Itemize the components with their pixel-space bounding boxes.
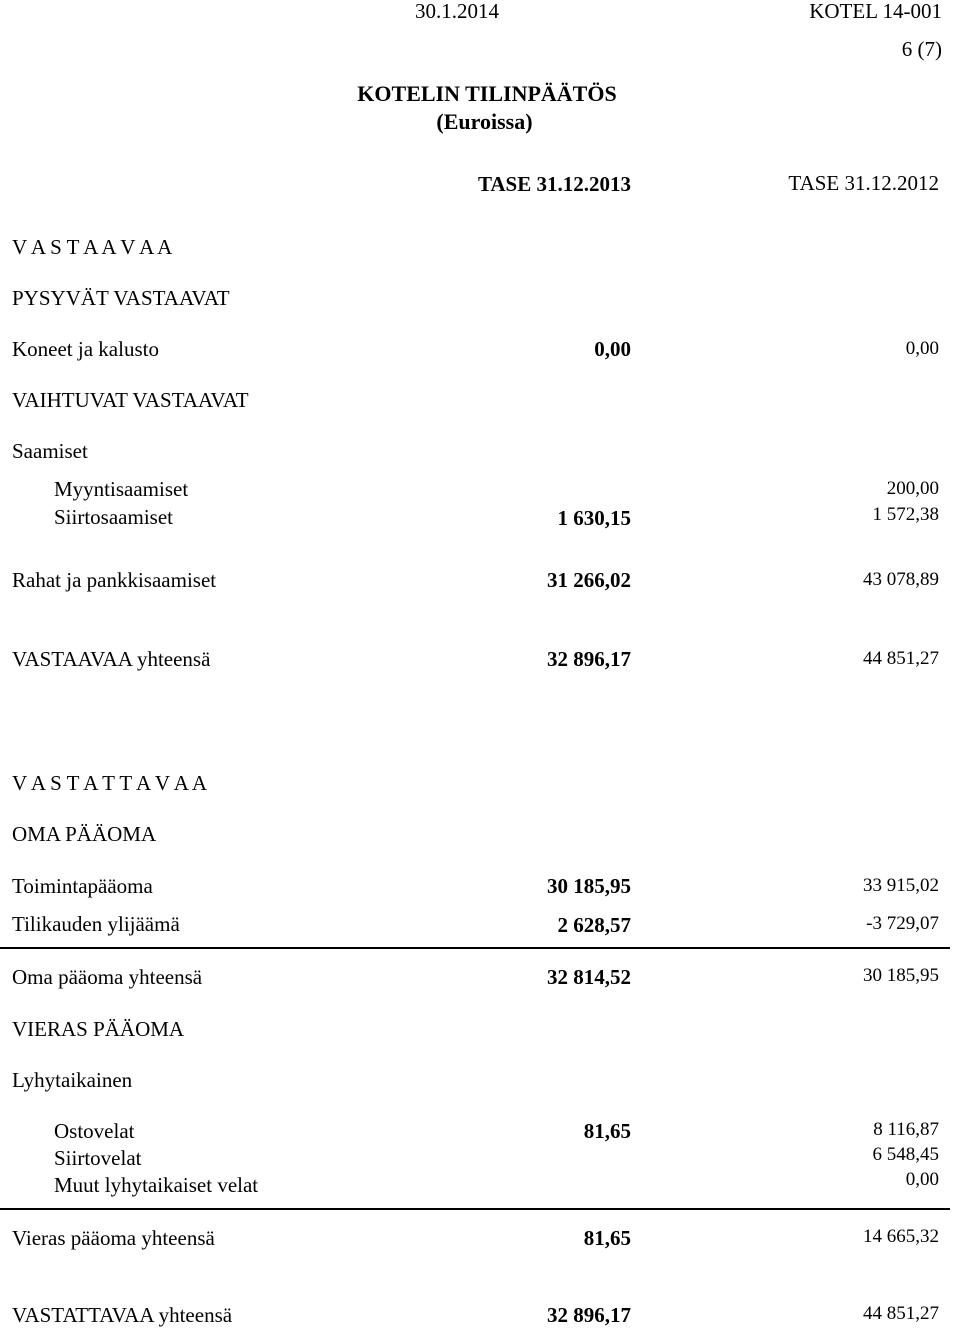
page-number: 6 (7) — [901, 37, 942, 61]
trade-receivables-2012: 200,00 — [886, 478, 939, 499]
machinery-2013: 0,00 — [594, 337, 631, 361]
equity-total-2013: 32 814,52 — [547, 965, 631, 989]
assets-total-2012: 44 851,27 — [863, 648, 939, 669]
accrued-receivables-2012: 1 572,38 — [872, 504, 939, 525]
accrued-liabilities-2012: 6 548,45 — [872, 1144, 939, 1165]
cash-2013: 31 266,02 — [547, 568, 631, 592]
assets-heading: V A S T A A V A A — [12, 235, 173, 259]
liabilities-total-2012: 44 851,27 — [863, 1303, 939, 1324]
assets-total-2013: 32 896,17 — [547, 647, 631, 671]
liabilities-heading: V A S T A T T A V A A — [12, 771, 207, 795]
surplus-2012: -3 729,07 — [866, 913, 939, 934]
document-title: KOTELIN TILINPÄÄTÖS — [357, 81, 617, 106]
accrued-liabilities-label: Siirtovelat — [54, 1146, 142, 1170]
debt-total-2013: 81,65 — [583, 1226, 631, 1250]
debt-total-label: Vieras pääoma yhteensä — [12, 1226, 215, 1250]
document-code: KOTEL 14-001 — [809, 0, 942, 23]
operating-capital-label: Toimintapääoma — [12, 874, 153, 898]
fixed-assets-heading: PYSYVÄT VASTAAVAT — [12, 286, 230, 310]
short-term-heading: Lyhytaikainen — [12, 1068, 133, 1092]
assets-total-label: VASTAAVAA yhteensä — [12, 647, 211, 671]
debt-heading: VIERAS PÄÄOMA — [12, 1017, 185, 1041]
receivables-heading: Saamiset — [12, 439, 88, 463]
cash-2012: 43 078,89 — [863, 569, 939, 590]
surplus-label: Tilikauden ylijäämä — [12, 912, 180, 936]
other-short-term-label: Muut lyhytaikaiset velat — [54, 1173, 259, 1197]
machinery-2012: 0,00 — [905, 338, 939, 359]
trade-payables-2012: 8 116,87 — [873, 1119, 939, 1140]
cash-label: Rahat ja pankkisaamiset — [12, 568, 217, 592]
accrued-receivables-2013: 1 630,15 — [557, 506, 631, 530]
column-header-2013: TASE 31.12.2013 — [477, 172, 631, 196]
debt-subtotal-rule — [0, 1208, 950, 1210]
trade-payables-label: Ostovelat — [54, 1119, 135, 1143]
debt-total-2012: 14 665,32 — [863, 1226, 939, 1247]
column-header-2012: TASE 31.12.2012 — [788, 171, 939, 195]
equity-subtotal-rule — [0, 947, 950, 949]
equity-total-2012: 30 185,95 — [863, 965, 939, 986]
surplus-2013: 2 628,57 — [557, 913, 631, 937]
other-short-term-2012: 0,00 — [905, 1169, 939, 1190]
equity-total-label: Oma pääoma yhteensä — [12, 965, 203, 989]
trade-receivables-label: Myyntisaamiset — [54, 477, 189, 501]
accrued-receivables-label: Siirtosaamiset — [54, 505, 173, 529]
document-subtitle: (Euroissa) — [436, 109, 533, 134]
document-date: 30.1.2014 — [415, 0, 499, 23]
operating-capital-2012: 33 915,02 — [863, 875, 939, 896]
current-assets-heading: VAIHTUVAT VASTAAVAT — [12, 388, 249, 412]
operating-capital-2013: 30 185,95 — [547, 874, 631, 898]
trade-payables-2013: 81,65 — [583, 1119, 631, 1143]
liabilities-total-2013: 32 896,17 — [547, 1303, 631, 1327]
equity-heading: OMA PÄÄOMA — [12, 822, 157, 846]
machinery-label: Koneet ja kalusto — [12, 337, 159, 361]
liabilities-total-label: VASTATTAVAA yhteensä — [12, 1303, 233, 1327]
